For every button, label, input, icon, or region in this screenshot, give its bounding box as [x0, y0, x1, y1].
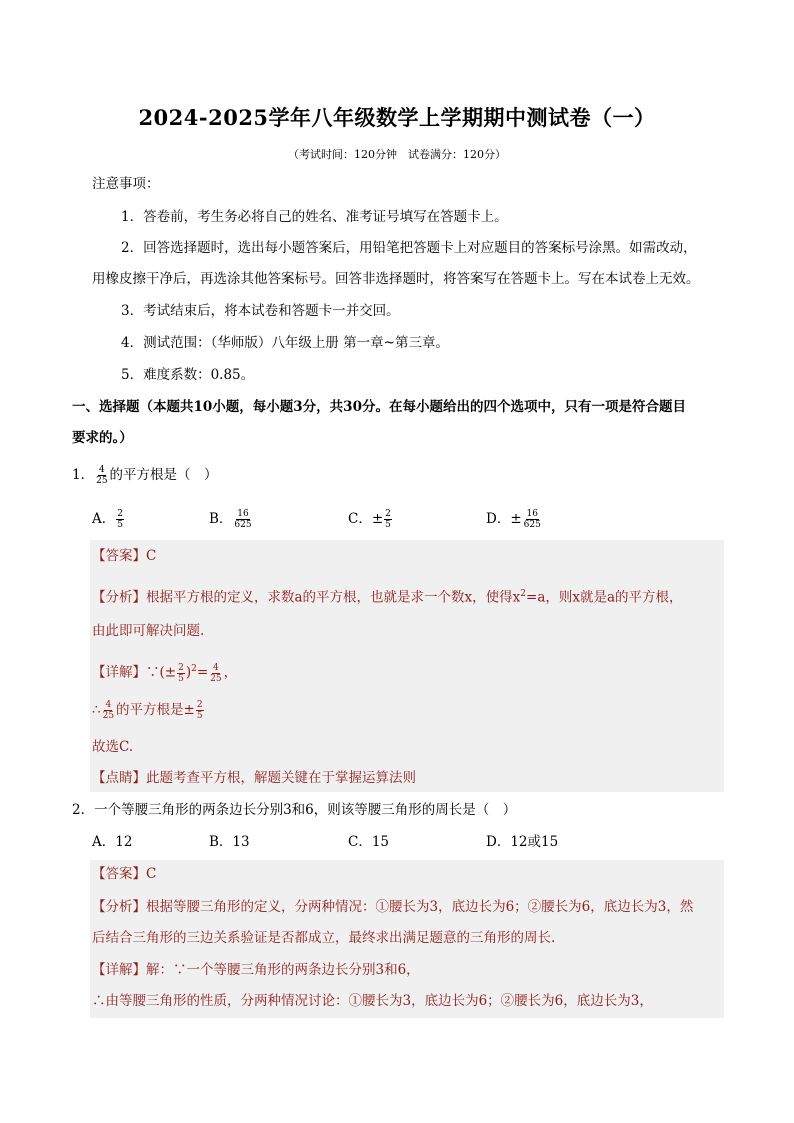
option-c[interactable]: C．15: [348, 834, 390, 850]
notice-heading: 注意事项：: [92, 176, 160, 192]
q1-answer: 【答案】C: [92, 548, 157, 564]
q1-detail: 【详解】∵(± $\frac{2}{5}$ )$^2$= $\frac{4}{25}$ ，: [92, 662, 238, 684]
q2-detail: 【详解】解：∵一个等腰三角形的两条边长分别3和6，: [92, 962, 420, 978]
option-d[interactable]: D．12或15: [486, 834, 559, 850]
option-a[interactable]: A． $\frac{2}{5}$: [92, 509, 123, 530]
q1-detail-cont: ∴ $\frac{4}{25}$ 的平方根是± $\frac{2}{5}$: [92, 700, 203, 721]
q2-answer: 【答案】C: [92, 866, 157, 882]
notice-item-5: 5．难度系数：0.85。: [121, 367, 255, 383]
option-b[interactable]: B． $\frac{16}{625}$: [209, 509, 252, 530]
page-title: 2024-2025学年八年级数学上学期期中测试卷（一）: [138, 105, 656, 130]
notice-item-2-cont: 用橡皮擦干净后，再选涂其他答案标号。回答非选择题时，将答案写在答题卡上。写在本试卷上无效。: [92, 271, 700, 287]
section-heading: 一、选择题（本题共10小题，每小题3分，共30分。在每小题给出的四个选项中，只有一项是符合题目: [72, 399, 686, 415]
q1-choice: 故选C.: [92, 739, 134, 755]
section-heading-cont: 要求的。）: [72, 430, 133, 446]
q2-analysis: 【分析】根据等腰三角形的定义，分两种情况：①腰长为3，底边长为6；②腰长为6，底边长为3，然: [92, 899, 694, 915]
question-1-stem: 1． $\frac{4}{25}$ 的平方根是（ ）: [72, 465, 218, 486]
q1-analysis: 【分析】根据平方根的定义，求数a的平方根，也就是求一个数x，使得$x^2=a$，则x就是a的平方根，: [92, 589, 683, 606]
option-d[interactable]: D．± $\frac{16}{625}$: [486, 509, 541, 530]
option-c[interactable]: C．± $\frac{2}{5}$: [348, 509, 391, 530]
q1-analysis-cont: 由此即可解决问题.: [92, 623, 205, 639]
exam-info: （考试时间：120分钟 试卷满分：120分）: [288, 148, 506, 161]
q1-comment: 【点睛】此题考查平方根，解题关键在于掌握运算法则: [92, 770, 416, 786]
notice-item-1: 1．答卷前，考生务必将自己的姓名、准考证号填写在答题卡上。: [121, 209, 508, 225]
option-b[interactable]: B．13: [209, 834, 250, 850]
q2-detail-cont: ∴由等腰三角形的性质，分两种情况讨论：①腰长为3，底边长为6；②腰长为6，底边长为3，: [92, 993, 653, 1009]
notice-item-3: 3．考试结束后，将本试卷和答题卡一并交回。: [121, 303, 400, 319]
option-a[interactable]: A．12: [92, 834, 133, 850]
fraction: $\frac{4}{25}$: [96, 465, 108, 486]
notice-item-2: 2．回答选择题时，选出每小题答案后，用铅笔把答题卡上对应题目的答案标号涂黑。如需改动，: [121, 240, 697, 256]
question-number: 1．: [72, 467, 95, 483]
question-2-stem: 2．一个等腰三角形的两条边长分别3和6，则该等腰三角形的周长是（ ）: [72, 802, 517, 818]
notice-item-4: 4．测试范围：（华师版）八年级上册 第一章~第三章。: [121, 335, 449, 351]
q2-analysis-cont: 后结合三角形的三边关系验证是否都成立，最终求出满足题意的三角形的周长.: [92, 930, 556, 946]
